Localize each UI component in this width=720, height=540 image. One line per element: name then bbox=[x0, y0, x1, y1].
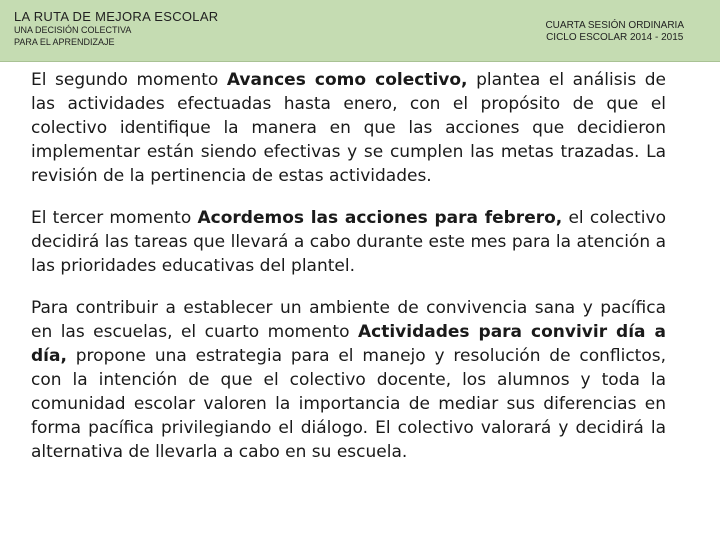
header-left-block bbox=[14, 9, 218, 48]
header-right-block bbox=[545, 20, 684, 44]
program-subtitle-line1: UNA DECISIÓN COLECTIVA bbox=[14, 25, 132, 35]
paragraph-second-moment bbox=[31, 68, 666, 188]
paragraph-text: el colectivo decidirá las tareas que llevará a cabo durante este mes para la atención a las prioridades educativas del plantel. bbox=[31, 208, 666, 276]
paragraph-text: El tercer momento bbox=[31, 208, 198, 228]
paragraph-bold-text: Acordemos las acciones para febrero, bbox=[197, 208, 563, 228]
session-title: CUARTA SESIÓN ORDINARIA bbox=[545, 20, 684, 31]
paragraph-text: El segundo momento bbox=[31, 70, 227, 90]
paragraph-bold-text: Actividades para convivir día a día, bbox=[31, 322, 666, 366]
paragraph-third-moment bbox=[31, 206, 666, 278]
paragraph-text: Para contribuir a establecer un ambiente de convivencia sana y pacífica en las escuelas, el cuarto momento bbox=[31, 298, 666, 342]
program-subtitle-line2: PARA EL APRENDIZAJE bbox=[14, 37, 115, 47]
header-banner bbox=[0, 0, 720, 62]
slide-body bbox=[31, 68, 666, 482]
program-title: LA RUTA DE MEJORA ESCOLAR bbox=[14, 9, 219, 24]
paragraph-bold-text: Avances como colectivo, bbox=[226, 70, 468, 90]
paragraph-text: propone una estrategia para el manejo y resolución de conflictos, con la intención de que el colectivo docente, los alumnos y toda la comunidad escolar valoren la importancia de mediar sus diferencias en forma pacífica privilegiando el diálogo. El colectivo valorará y decidirá la alternativa de llevarla a cabo en su escuela. bbox=[31, 346, 666, 462]
paragraph-fourth-moment bbox=[31, 296, 666, 464]
paragraph-text: plantea el análisis de las actividades efectuadas hasta enero, con el propósito de que el colectivo identifique la manera en que las acciones que decidieron implementar están siendo efectivas y se cumplen las metas trazadas. La revisión de la pertinencia de estas actividades. bbox=[31, 70, 666, 186]
school-year: CICLO ESCOLAR 2014 - 2015 bbox=[546, 32, 684, 43]
